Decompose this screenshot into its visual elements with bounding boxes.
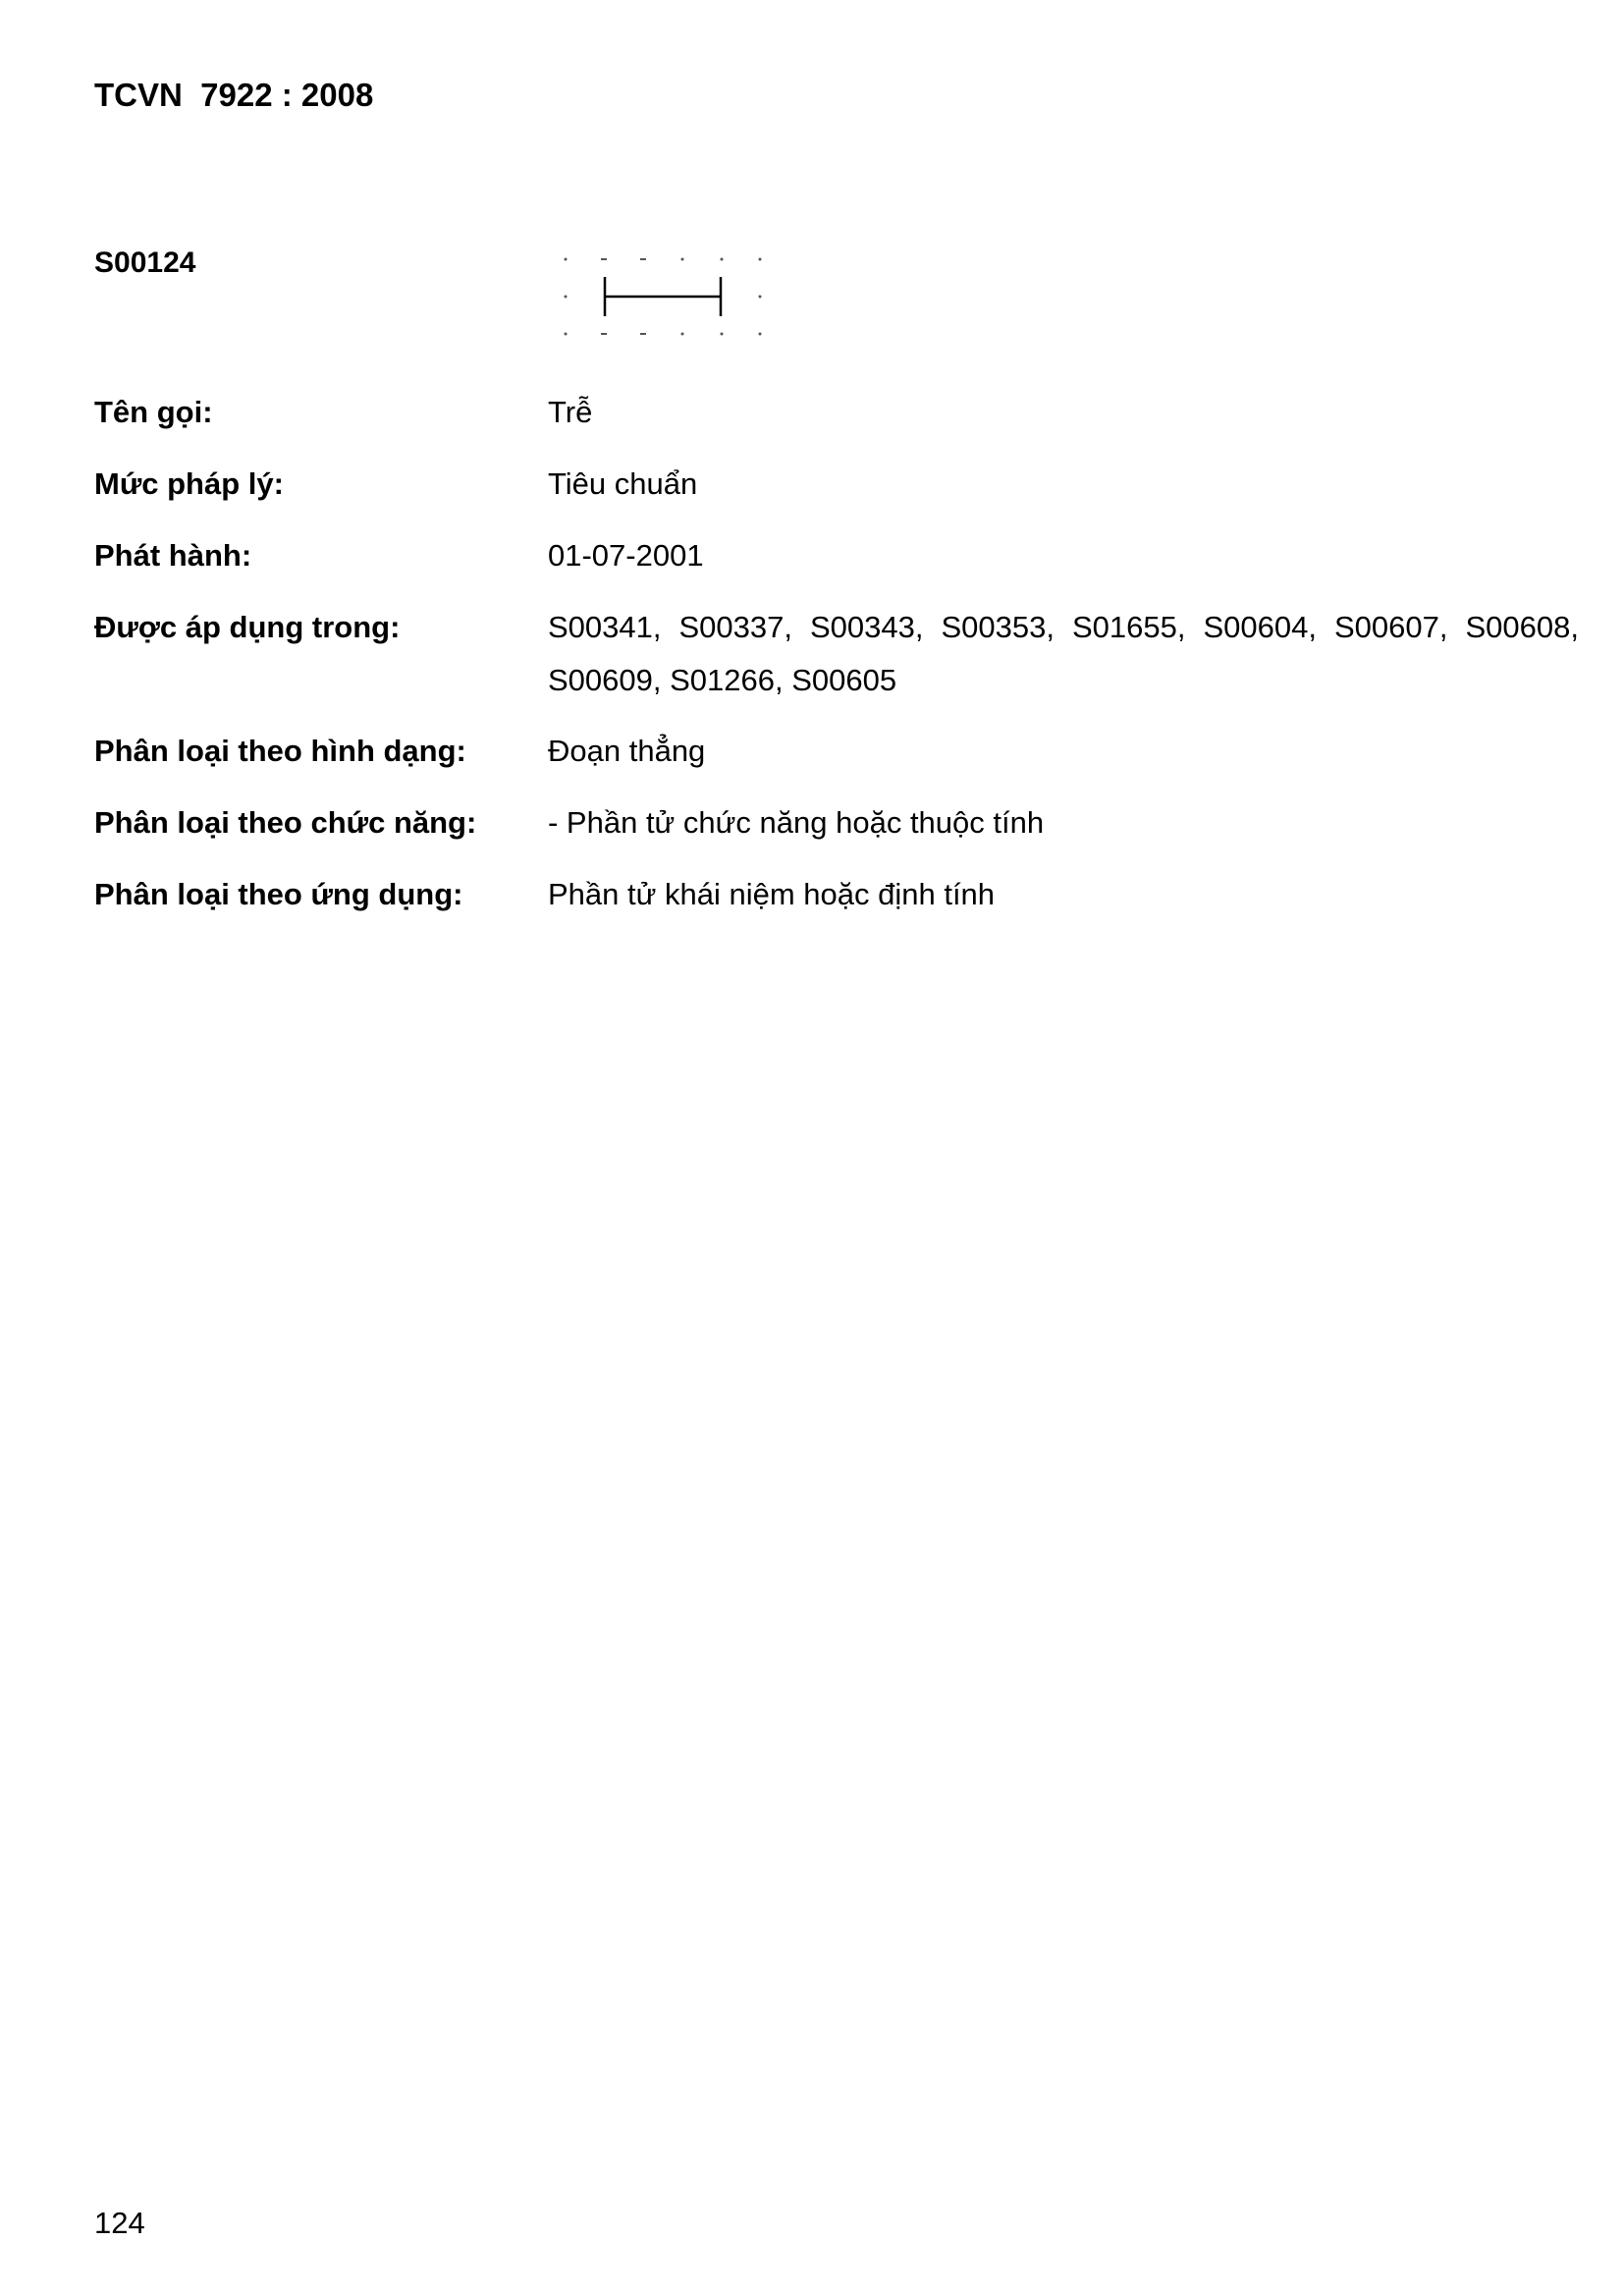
field-value: Trễ	[548, 395, 593, 429]
field-label: Được áp dụng trong:	[94, 610, 401, 644]
symbol-id: S00124	[94, 246, 196, 279]
field-label: Phân loại theo ứng dụng:	[94, 877, 463, 911]
field-label: Tên gọi:	[94, 395, 213, 429]
field-value: - Phần tử chức năng hoặc thuộc tính	[548, 805, 1045, 840]
field-label: Phát hành:	[94, 538, 252, 573]
document-header: TCVN 7922 : 2008	[94, 77, 374, 113]
field-label: Phân loại theo chức năng:	[94, 805, 477, 840]
field-value: Tiêu chuẩn	[548, 466, 698, 501]
field-value: Đoạn thẳng	[548, 734, 706, 768]
delay-line-symbol-icon	[550, 244, 776, 352]
field-label: Mức pháp lý:	[94, 466, 284, 501]
field-value: 01-07-2001	[548, 538, 704, 573]
field-value: Phần tử khái niệm hoặc định tính	[548, 877, 996, 911]
field-label: Phân loại theo hình dạng:	[94, 734, 466, 768]
page-number: 124	[94, 2206, 145, 2240]
field-value: S00341, S00337, S00343, S00353, S01655, S00604, S00607, S00608, S00609, S01266, S00605	[548, 610, 1579, 697]
delay-bracket-shape	[605, 277, 721, 316]
